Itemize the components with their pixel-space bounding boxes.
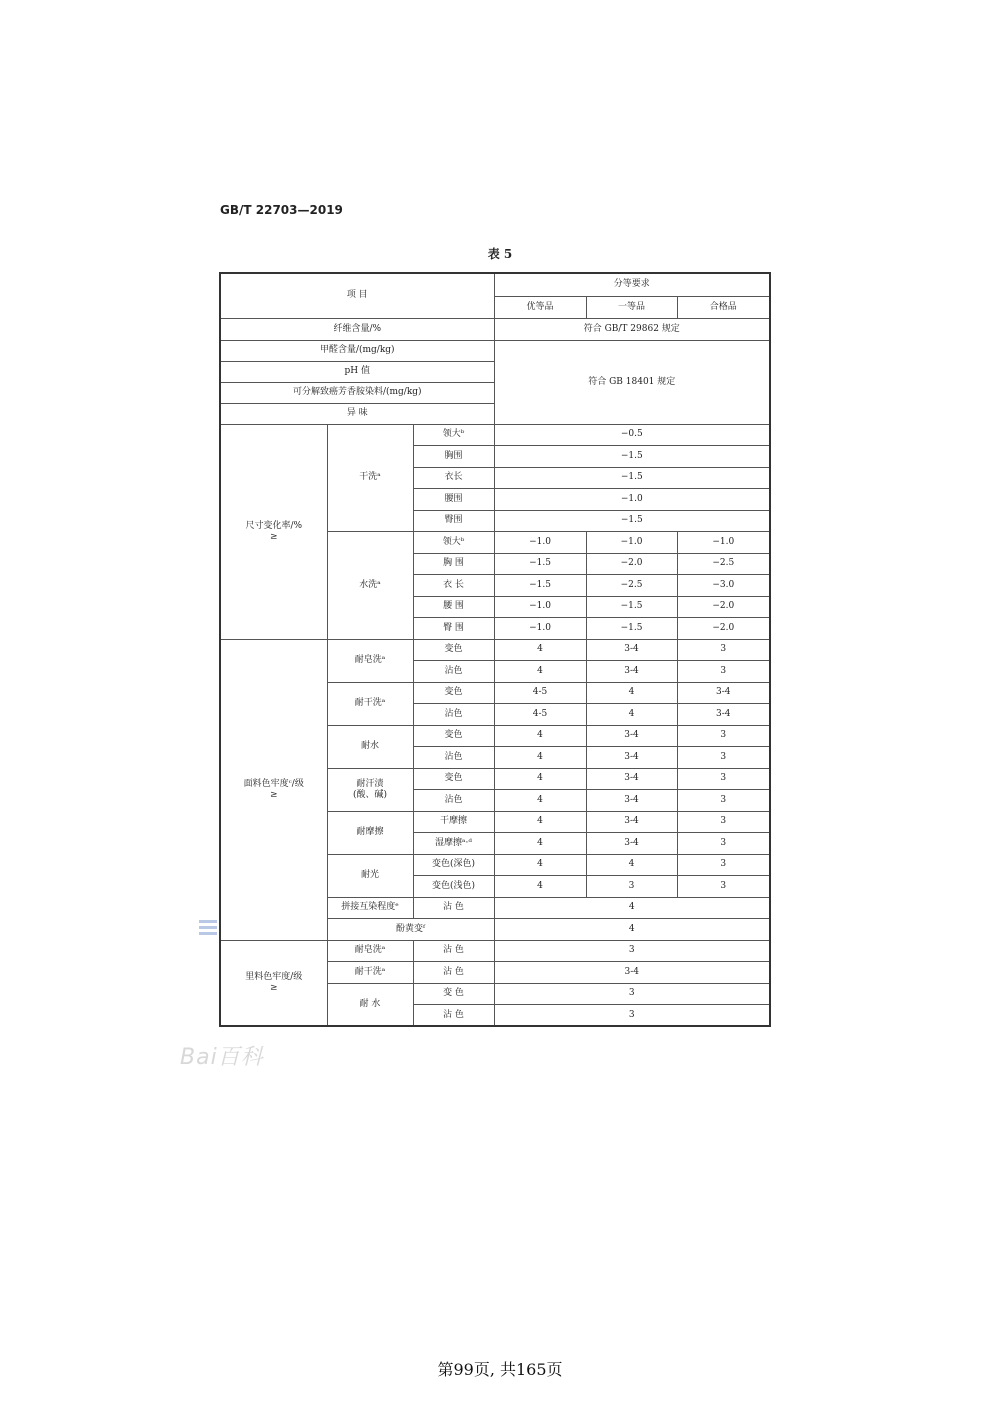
item-name: 衣长 [413, 467, 494, 489]
cell-value: −1.0 [586, 532, 677, 554]
cell-value: 4 [494, 919, 770, 941]
cell-value: 4 [494, 854, 586, 876]
item-name: 变 色 [413, 983, 494, 1005]
row-label: 纤维含量/% [220, 318, 494, 340]
cell-value: −0.5 [494, 424, 770, 446]
row-label: pH 值 [220, 361, 494, 382]
subgroup-label-note: (酸、碱) [352, 789, 388, 800]
cell-value: 3-4 [586, 811, 677, 833]
item-name: 领大ᵇ [413, 424, 494, 446]
cell-value: −1.5 [494, 467, 770, 489]
standard-code: GB/T 22703—2019 [220, 203, 343, 217]
item-name: 沾 色 [413, 1005, 494, 1027]
cell-value: 3 [677, 790, 770, 812]
cell-value: −1.0 [494, 596, 586, 618]
item-name: 臀 围 [413, 618, 494, 640]
subgroup-label: 拼接互染程度ᵉ [327, 897, 413, 919]
cell-value: 4 [494, 811, 586, 833]
row-label: 可分解致癌芳香胺染料/(mg/kg) [220, 382, 494, 403]
item-name: 变色 [413, 768, 494, 790]
side-marker [199, 920, 217, 942]
item-name: 变色 [413, 725, 494, 747]
item-name: 衣 长 [413, 575, 494, 597]
subgroup-label: 干洗ᵃ [327, 424, 413, 532]
item-name: 腰 围 [413, 596, 494, 618]
item-name: 变色(深色) [413, 854, 494, 876]
group-label-sign: ≥ [269, 982, 278, 993]
cell-value: −3.0 [677, 575, 770, 597]
cell-value: 4 [586, 704, 677, 726]
group-label-sign: ≥ [269, 789, 278, 800]
cell-value: −1.5 [586, 618, 677, 640]
subgroup-label: 酚黄变ᶠ [327, 919, 494, 941]
item-name: 臀围 [413, 510, 494, 532]
cell-value: 3 [677, 854, 770, 876]
cell-value: −1.5 [494, 553, 586, 575]
group-label-sign: ≥ [269, 531, 278, 542]
item-name: 领大ᵇ [413, 532, 494, 554]
cell-value: 4 [494, 639, 586, 661]
cell-value: 3-4 [586, 833, 677, 855]
cell-value: 3 [677, 639, 770, 661]
subgroup-label: 耐干洗ᵃ [327, 962, 413, 984]
cell-value: 4 [494, 725, 586, 747]
cell-value: 3 [677, 661, 770, 683]
cell-value: 3 [677, 768, 770, 790]
cell-value: 3-4 [586, 639, 677, 661]
cell-value: 4-5 [494, 704, 586, 726]
cell-value: 3-4 [677, 704, 770, 726]
cell-value: 4 [494, 833, 586, 855]
cell-value: 4 [586, 854, 677, 876]
cell-value: 4 [494, 897, 770, 919]
subgroup-label-text: 耐汗渍 [356, 778, 384, 789]
cell-value: −1.5 [586, 596, 677, 618]
cell-value: 3-4 [586, 790, 677, 812]
subgroup-label: 耐 水 [327, 983, 413, 1026]
group-label [220, 424, 327, 639]
cell-value: 3-4 [586, 747, 677, 769]
header-item: 项 目 [220, 273, 494, 318]
cell-value: 3 [677, 876, 770, 898]
header-grade-group: 分等要求 [494, 273, 770, 296]
cell-value: 4 [494, 790, 586, 812]
subgroup-label: 耐光 [327, 854, 413, 897]
cell-value: 3 [494, 940, 770, 962]
cell-value: 3-4 [586, 661, 677, 683]
row-label: 异 味 [220, 403, 494, 424]
cell-value: 3 [677, 725, 770, 747]
cell-value: 3-4 [586, 768, 677, 790]
item-name: 胸 围 [413, 553, 494, 575]
cell-value: 3 [677, 747, 770, 769]
cell-value: 3-4 [677, 682, 770, 704]
item-name: 沾色 [413, 790, 494, 812]
subgroup-label [327, 768, 413, 811]
item-name: 沾 色 [413, 962, 494, 984]
item-name: 干摩擦 [413, 811, 494, 833]
cell-value: 3 [677, 811, 770, 833]
item-name: 胸围 [413, 446, 494, 468]
cell-value: −1.0 [494, 489, 770, 511]
item-name: 湿摩擦ᵃ·ᵈ [413, 833, 494, 855]
cell-value: 4 [494, 876, 586, 898]
cell-value: −2.0 [677, 596, 770, 618]
cell-value: −2.5 [677, 553, 770, 575]
cell-value: −1.0 [494, 532, 586, 554]
cell-value: 3 [677, 833, 770, 855]
row-value: 符合 GB 18401 规定 [494, 340, 770, 424]
group-label [220, 940, 327, 1026]
subgroup-label: 水洗ᵃ [327, 532, 413, 640]
header-grade: 一等品 [586, 296, 677, 318]
group-label [220, 639, 327, 940]
item-name: 变色 [413, 639, 494, 661]
item-name: 沾色 [413, 661, 494, 683]
header-grade: 优等品 [494, 296, 586, 318]
cell-value: 3 [586, 876, 677, 898]
subgroup-label: 耐水 [327, 725, 413, 768]
cell-value: 3-4 [586, 725, 677, 747]
cell-value: −1.5 [494, 446, 770, 468]
cell-value: −1.0 [494, 618, 586, 640]
item-name: 沾色 [413, 747, 494, 769]
requirements-table [219, 272, 771, 1027]
subgroup-label: 耐皂洗ᵃ [327, 639, 413, 682]
item-name: 腰围 [413, 489, 494, 511]
cell-value: 3 [494, 983, 770, 1005]
table-title: 表 5 [487, 247, 513, 261]
cell-value: −2.5 [586, 575, 677, 597]
cell-value: 4 [494, 747, 586, 769]
group-label-text: 面料色牢度ᶜ/级 [243, 778, 304, 789]
page-footer: 第99页, 共165页 [437, 1360, 563, 1379]
cell-value: 4 [494, 661, 586, 683]
cell-value: −1.5 [494, 575, 586, 597]
cell-value: 3-4 [494, 962, 770, 984]
subgroup-label: 耐摩擦 [327, 811, 413, 854]
item-name: 沾 色 [413, 897, 494, 919]
subgroup-label: 耐干洗ᵃ [327, 682, 413, 725]
cell-value: 4 [494, 768, 586, 790]
item-name: 沾色 [413, 704, 494, 726]
group-label-text: 尺寸变化率/% [245, 520, 303, 531]
item-name: 沾 色 [413, 940, 494, 962]
cell-value: 4-5 [494, 682, 586, 704]
group-label-text: 里料色牢度/级 [245, 971, 303, 982]
cell-value: −2.0 [677, 618, 770, 640]
cell-value: −1.5 [494, 510, 770, 532]
cell-value: −1.0 [677, 532, 770, 554]
cell-value: 3 [494, 1005, 770, 1027]
watermark: Bai百科 [180, 1045, 264, 1070]
item-name: 变色(浅色) [413, 876, 494, 898]
cell-value: −2.0 [586, 553, 677, 575]
item-name: 变色 [413, 682, 494, 704]
subgroup-label: 耐皂洗ᵃ [327, 940, 413, 962]
row-value: 符合 GB/T 29862 规定 [494, 318, 770, 340]
header-grade: 合格品 [677, 296, 770, 318]
row-label: 甲醛含量/(mg/kg) [220, 340, 494, 361]
cell-value: 4 [586, 682, 677, 704]
